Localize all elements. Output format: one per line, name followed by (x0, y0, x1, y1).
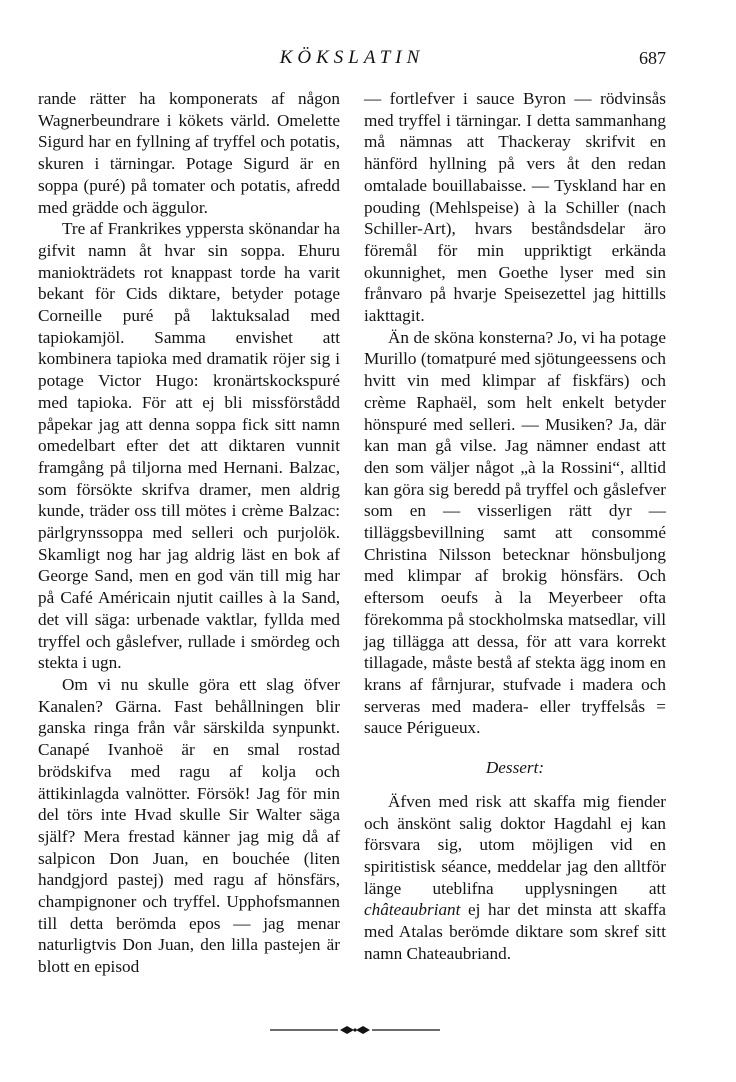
right-column (364, 88, 666, 964)
running-title: KÖKSLATIN (279, 47, 425, 68)
page-number: 687 (639, 48, 666, 68)
section-heading-dessert: Dessert: (485, 758, 545, 778)
text-run: Äfven med risk att skaffa mig fiender och änskönt salig doktor Hagdahl ej kan försvara sig, utom möjligen vid en spiritistisk séance, meddelar jag den alltför länge uteblifna upplysningen att (364, 791, 666, 898)
paragraph: Om vi nu skulle göra ett slag öfver Kanalen? Gärna. Fast behållningen blir ganska ringa från vår särskilda synpunkt. Canapé Ivanhoë är en smal rostad brödskifva med ragu af kolja och ättikinlagda valnötter. Försök! Jag för min del törs inte Hvad skulle Sir Walter säga själf? Mera frestad känner jag mig då af salpicon Don Juan, en bouchée (liten handgjord pastej) med ragu af hönsfärs, champignoner och tryffel. Upphofsmannen till detta berömda epos — jag menar naturligtvis Don Juan, den lilla pastejen är blott en episod (38, 674, 340, 977)
paragraph: Än de sköna konsterna? Jo, vi ha potage Murillo (tomatpuré med sjötungeessens och hvitt vin med klimpar af fiskfärs) och crème Raphaël, som helt enkelt betyder hönspuré med selleri. — Musiken? Ja, där kan man gå vilse. Jag nämner endast att den som väljer något „à la Rossini“, alltid kan göra sig beredd på tryffel och gåslefver som en — visserligen rätt dyr — tilläggsbevillning samt att consommé Christina Nilsson betecknar hönsbuljong med klimpar af brokig hönsfärs. Och eftersom oeufs à la Meyerbeer ofta förekomma på stockholmska matsedlar, vill jag tillägga att dessa, för att vara korrekt tillagade, måste bestå af stekta ägg inom en krans af fårnjurar, stufvade i madera och serveras med madera- eller tryffelsås = sauce Périgueux. (364, 327, 666, 738)
text-run: ej har det minsta att skaffa med Atalas berömde diktare som skref sitt namn Chateaubriand. (364, 900, 666, 963)
left-column (38, 88, 340, 978)
end-ornament-icon (270, 1024, 440, 1036)
emphasis-chateaubriant: châteaubriant (364, 900, 461, 920)
paragraph-dessert (364, 791, 666, 965)
page-header (38, 44, 666, 74)
paragraph: Tre af Frankrikes yppersta skönandar ha gifvit namn åt hvar sin soppa. Ehuru maniokträdets rot knappast torde ha varit bekant för Cids diktare, betyder potage Corneille puré på laktuksalad med tapiokamjöl. Samma envishet att kombinera tapioka med dramatik röjer sig i potage Victor Hugo: kronärtskockspuré med tapioka. För att ej bli missförstådd påpekar jag att denna soppa fick sitt namn omedelbart efter det att diktaren vunnit framgång på tiljorna med Hernani. Balzac, som försökte skrifva dramer, men aldrig kunde, träder oss till mötes i crème Balzac: pärlgrynssoppa med selleri och purjolök. Skamligt nog har jag aldrig läst en bok af George Sand, men en god vän till mig har på Café Américain njutit cailles à la Sand, det vill säga: urbenade vaktlar, fyllda med tryffel och gåslefver, rullade i smördeg och stekta i ugn. (38, 219, 340, 673)
paragraph: rande rätter ha komponerats af någon Wagnerbeundrare i kökets värld. Omelette Sigurd har en fyllning af tryffel och potatis, skuren i tärningar. Potage Sigurd är en soppa (puré) på tomater och potatis, afredd med grädde och äggulor. (38, 89, 340, 217)
paragraph: — fortlefver i sauce Byron — rödvinsås med tryffel i tärningar. I detta sammanhang må nämnas att Thackeray skrifvit en hänförd hyllning på vers åt den redan omtalade bouillabaisse. — Tyskland har en pouding (Mehlspeise) à la Schiller (nach Schiller-Art), hvars beståndsdelar äro föremål för min uppriktigt erkända okunnighet, men Goethe lyser med sin frånvaro på hvarje Speisezettel jag hittills iakttagit. (364, 89, 666, 326)
